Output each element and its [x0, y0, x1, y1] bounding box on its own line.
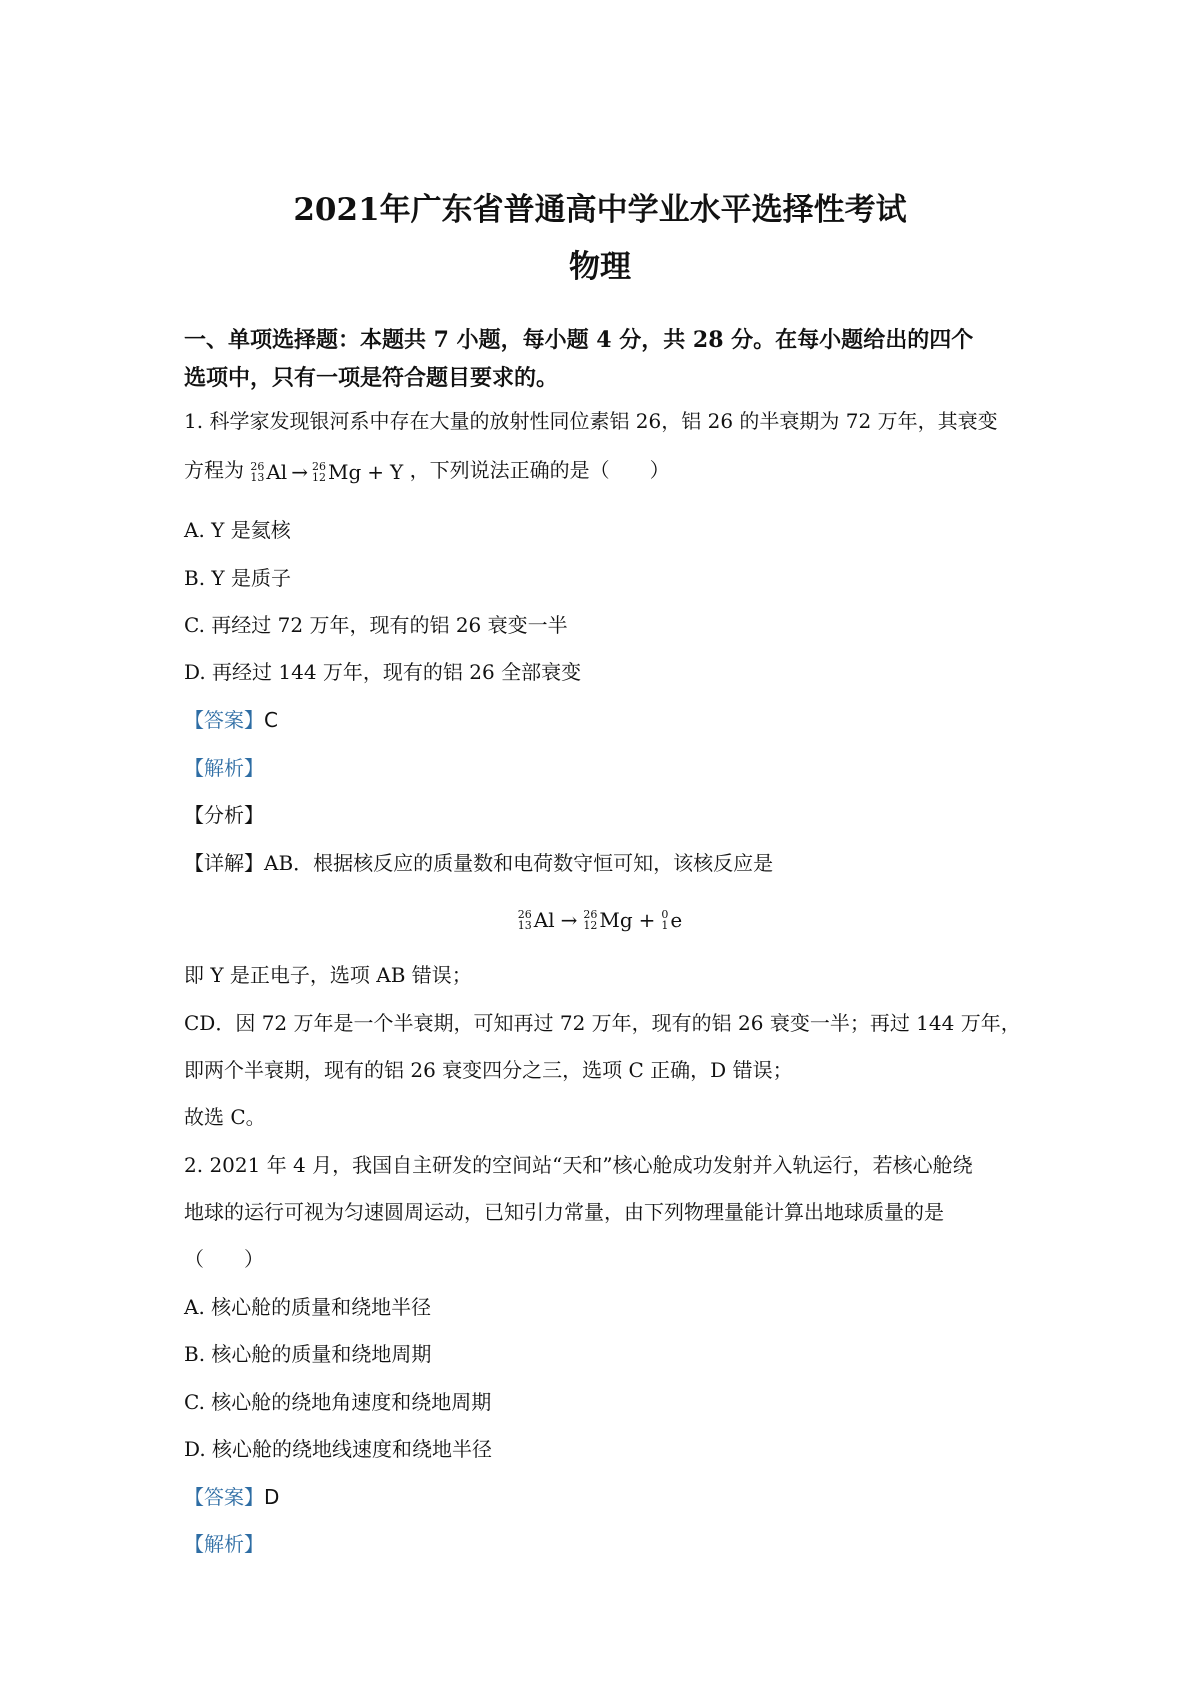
- q2-answer: [184, 1484, 279, 1510]
- eq-plus: +: [367, 459, 385, 484]
- q2-stem-line3: （ ）: [184, 1247, 264, 1271]
- q1-stem-line2: [184, 457, 670, 485]
- eq-mg-atomic: 12: [311, 470, 326, 484]
- q2-stem-line1: 2. 2021 年 4 月，我国自主研发的空间站“天和”核心舱成功发射并入轨运行，若核心舱绕: [184, 1153, 973, 1177]
- eq2-mg-symbol: Mg: [599, 907, 633, 932]
- detail-tag: 【详解】: [184, 851, 264, 875]
- eq-al-atomic: 13: [250, 470, 265, 484]
- eq-mg-symbol: Mg: [327, 459, 362, 484]
- eq-al-symbol: Al: [266, 459, 288, 484]
- q1-detail-line3: CD．因 72 万年是一个半衰期，可知再过 72 万年，现有的铝 26 衰变一半；再过 144 万年，: [184, 1011, 1021, 1035]
- q1-detail-line2: 即 Y 是正电子，选项 AB 错误；: [184, 963, 472, 987]
- eq-al-mass: 26: [250, 459, 265, 473]
- q2-option-a: A. 核心舱的质量和绕地半径: [184, 1295, 432, 1319]
- q1-answer: [184, 707, 278, 733]
- q1-stem-line1: 1. 科学家发现银河系中存在大量的放射性同位素铝 26，铝 26 的半衰期为 72 万年，其衰变: [184, 409, 998, 433]
- q1-option-d: D. 再经过 144 万年，现有的铝 26 全部衰变: [184, 660, 582, 684]
- q1-stem-prefix: 方程为: [184, 458, 244, 482]
- eq2-al-atomic: 13: [517, 918, 532, 932]
- q1-detail-line1: [184, 850, 773, 876]
- q2-stem-line2: 地球的运行可视为匀速圆周运动，已知引力常量，由下列物理量能计算出地球质量的是: [184, 1200, 944, 1224]
- answer-tag: 【答案】: [184, 708, 264, 732]
- answer-value: C: [264, 708, 278, 732]
- eq-arrow: →: [291, 459, 308, 484]
- q2-option-b: B. 核心舱的质量和绕地周期: [184, 1342, 432, 1366]
- eq2-plus: +: [638, 907, 656, 932]
- q1-detail-line5: 故选 C。: [184, 1105, 266, 1129]
- q1-jiexi-tag: 【解析】: [184, 756, 264, 780]
- eq2-e-atomic: 1: [661, 918, 669, 932]
- q1-option-b: B. Y 是质子: [184, 566, 291, 590]
- q1-stem-suffix: ，下列说法正确的是（ ）: [409, 458, 670, 482]
- eq-mg-mass: 26: [311, 459, 326, 473]
- eq2-al-mass: 26: [517, 907, 532, 921]
- q2-option-c: C. 核心舱的绕地角速度和绕地周期: [184, 1390, 492, 1414]
- eq2-mg-atomic: 12: [583, 918, 598, 932]
- section-heading-line2: 选项中，只有一项是符合题目要求的。: [184, 365, 559, 391]
- eq2-arrow: →: [560, 907, 578, 932]
- eq-y-symbol: Y: [390, 459, 404, 484]
- eq2-e-symbol: e: [670, 907, 683, 932]
- q1-fenxi-tag: 【分析】: [184, 803, 264, 827]
- q2-answer-value: D: [264, 1485, 280, 1509]
- eq2-e-mass: 0: [661, 907, 669, 921]
- q1-equation: [250, 459, 403, 485]
- detail-text: AB．根据核反应的质量数和电荷数守恒可知，该核反应是: [264, 851, 774, 875]
- q1-option-a: A. Y 是氦核: [184, 518, 291, 542]
- q1-option-c: C. 再经过 72 万年，现有的铝 26 衰变一半: [184, 613, 568, 637]
- subject-title: 物理: [569, 249, 631, 285]
- section-heading-line1: 一、单项选择题：本题共 7 小题，每小题 4 分，共 28 分。在每小题给出的四个: [184, 327, 974, 353]
- eq2-al-symbol: Al: [533, 907, 555, 932]
- exam-title: 2021年广东省普通高中学业水平选择性考试: [293, 192, 907, 228]
- q2-answer-tag: 【答案】: [184, 1485, 264, 1509]
- q1-detail-equation: [0, 905, 1200, 933]
- eq2-mg-mass: 26: [583, 907, 598, 921]
- q2-option-d: D. 核心舱的绕地线速度和绕地半径: [184, 1437, 493, 1461]
- q2-jiexi-tag: 【解析】: [184, 1532, 264, 1556]
- q1-detail-line4: 即两个半衰期，现有的铝 26 衰变四分之三，选项 C 正确，D 错误；: [184, 1058, 793, 1082]
